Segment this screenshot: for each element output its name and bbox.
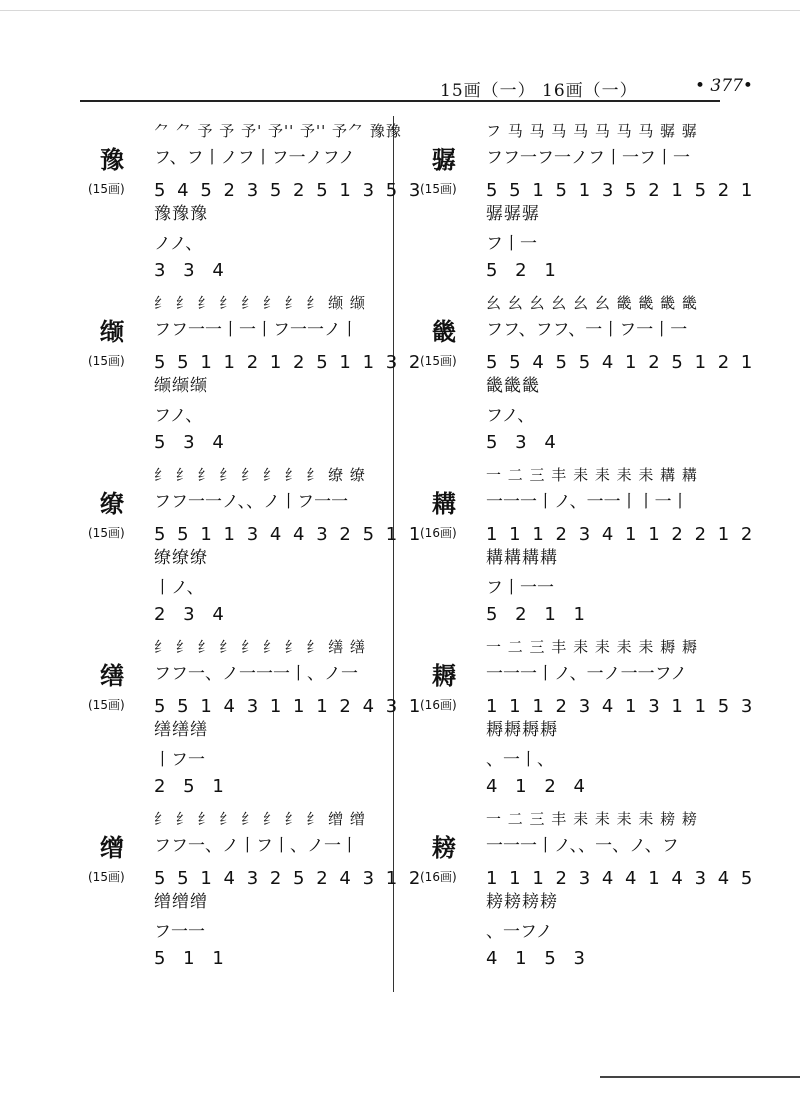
stroke-progression: 一 二 三 丰 耒 耒 耒 耒 耩 耩	[486, 466, 698, 484]
bottom-rule	[600, 1076, 800, 1078]
entry-character: 骣	[432, 145, 456, 174]
stroke-progression-continued: 骣骣骣	[486, 204, 540, 224]
stroke-count-label: (16画)	[420, 526, 457, 540]
entry-character: 缯	[100, 833, 124, 862]
stroke-progression: 纟 纟 纟 纟 纟 纟 纟 纟 缮 缮	[154, 638, 366, 656]
entry-character: 畿	[432, 317, 456, 346]
stroke-count-label: (15画)	[420, 182, 457, 196]
stroke-number-code-continued: 3 3 4	[154, 260, 230, 281]
stroke-progression: 纟 纟 纟 纟 纟 纟 纟 纟 缬 缬	[154, 294, 366, 312]
stroke-progression-continued: 缮缮缮	[154, 720, 208, 740]
stroke-progression: ⺈ ⺈ 予 予 予' 予'' 予'' 予⺈ 豫豫	[154, 122, 402, 140]
stroke-number-code-continued: 5 3 4	[154, 432, 230, 453]
stroke-sequence-continued: フノ、	[486, 406, 535, 426]
stroke-number-code: 5 5 1 1 3 4 4 3 2 5 1 1	[154, 524, 424, 545]
stroke-progression: フ 马 马 马 马 马 马 马 骣 骣	[486, 122, 698, 140]
stroke-sequence-continued: フ一一	[154, 922, 205, 942]
stroke-number-code: 5 5 1 1 2 1 2 5 1 1 3 2	[154, 352, 424, 373]
stroke-progression-continued: 畿畿畿	[486, 376, 540, 396]
stroke-progression: 幺 幺 幺 幺 幺 幺 畿 畿 畿 畿	[486, 294, 698, 312]
stroke-progression: 纟 纟 纟 纟 纟 纟 纟 纟 缯 缯	[154, 810, 366, 828]
stroke-sequence-continued: 、一フノ	[486, 922, 553, 942]
stroke-progression: 一 二 三 丰 耒 耒 耒 耒 耪 耪	[486, 810, 698, 828]
stroke-sequence-continued: 、一丨、	[486, 750, 554, 770]
stroke-progression: 纟 纟 纟 纟 纟 纟 纟 纟 缭 缭	[154, 466, 366, 484]
stroke-number-code: 5 4 5 2 3 5 2 5 1 3 5 3	[154, 180, 424, 201]
stroke-sequence-continued: フ丨一	[486, 234, 537, 254]
stroke-number-code: 1 1 1 2 3 4 1 1 2 2 1 2	[486, 524, 756, 545]
entry-character: 缮	[100, 661, 124, 690]
stroke-count-label: (15画)	[88, 354, 125, 368]
stroke-count-label: (15画)	[88, 182, 125, 196]
page-number: • 377•	[695, 76, 753, 96]
entry-character: 耩	[432, 489, 456, 518]
stroke-number-code: 5 5 4 5 5 4 1 2 5 1 2 1	[486, 352, 756, 373]
stroke-sequence: フフ一一ノ、、ノ丨フ一一	[154, 492, 349, 512]
entry-character: 缭	[100, 489, 124, 518]
entry-character: 豫	[100, 145, 124, 174]
stroke-sequence: フフ、フフ、一丨フ一丨一	[486, 320, 688, 340]
stroke-sequence: フフ一、ノ一一一丨、ノ一	[154, 664, 358, 684]
stroke-sequence: フ、フ丨ノフ丨フ一ノフノ	[154, 148, 356, 168]
column-divider	[393, 116, 394, 992]
stroke-progression-continued: 耪耪耪耪	[486, 892, 558, 912]
stroke-sequence-continued: ノノ、	[154, 234, 203, 254]
stroke-count-label: (15画)	[420, 354, 457, 368]
entry-character: 耨	[432, 661, 456, 690]
stroke-progression-continued: 耨耨耨耨	[486, 720, 558, 740]
stroke-number-code-continued: 2 5 1	[154, 776, 230, 797]
stroke-count-label: (15画)	[88, 526, 125, 540]
stroke-number-code: 5 5 1 5 1 3 5 2 1 5 2 1	[486, 180, 756, 201]
stroke-sequence: フフ一一丨一丨フ一一ノ丨	[154, 320, 358, 340]
stroke-progression-continued: 豫豫豫	[154, 204, 208, 224]
stroke-sequence-continued: 丨ノ、	[154, 578, 204, 598]
stroke-number-code: 1 1 1 2 3 4 1 3 1 1 5 3	[486, 696, 756, 717]
stroke-number-code-continued: 4 1 2 4	[486, 776, 591, 797]
stroke-number-code-continued: 5 2 1	[486, 260, 562, 281]
stroke-sequence: 一一一丨ノ、一ノ一一フノ	[486, 664, 688, 684]
page-header	[80, 72, 753, 102]
stroke-sequence-continued: 丨フ一	[154, 750, 205, 770]
stroke-count-label: (16画)	[420, 698, 457, 712]
stroke-count-label: (15画)	[88, 698, 125, 712]
stroke-count-label: (15画)	[88, 870, 125, 884]
stroke-number-code: 5 5 1 4 3 2 5 2 4 3 1 2	[154, 868, 424, 889]
stroke-progression-continued: 耩耩耩耩	[486, 548, 558, 568]
stroke-number-code: 1 1 1 2 3 4 4 1 4 3 4 5	[486, 868, 756, 889]
scan-edge-line	[0, 10, 800, 11]
stroke-progression: 一 二 三 丰 耒 耒 耒 耒 耨 耨	[486, 638, 698, 656]
stroke-sequence: フフ一、ノ丨フ丨、ノ一丨	[154, 836, 358, 856]
stroke-sequence-continued: フ丨一一	[486, 578, 554, 598]
stroke-progression-continued: 缬缬缬	[154, 376, 208, 396]
stroke-number-code-continued: 2 3 4	[154, 604, 230, 625]
stroke-number-code: 5 5 1 4 3 1 1 1 2 4 3 1	[154, 696, 424, 717]
stroke-number-code-continued: 5 2 1 1	[486, 604, 591, 625]
stroke-progression-continued: 缯缯缯	[154, 892, 208, 912]
stroke-sequence: 一一一丨ノ、一一丨丨一丨	[486, 492, 689, 512]
entry-character: 耪	[432, 833, 456, 862]
stroke-count-label: (16画)	[420, 870, 457, 884]
stroke-progression-continued: 缭缭缭	[154, 548, 208, 568]
stroke-sequence: 一一一丨ノ、、一、ノ、フ	[486, 836, 679, 856]
stroke-number-code-continued: 5 3 4	[486, 432, 562, 453]
entry-character: 缬	[100, 317, 124, 346]
stroke-sequence: フフ一フ一ノフ丨一フ丨一	[486, 148, 690, 168]
stroke-number-code-continued: 5 1 1	[154, 948, 230, 969]
section-title: 15画（一） 16画（一）	[440, 81, 638, 101]
stroke-number-code-continued: 4 1 5 3	[486, 948, 591, 969]
stroke-sequence-continued: フノ、	[154, 406, 203, 426]
